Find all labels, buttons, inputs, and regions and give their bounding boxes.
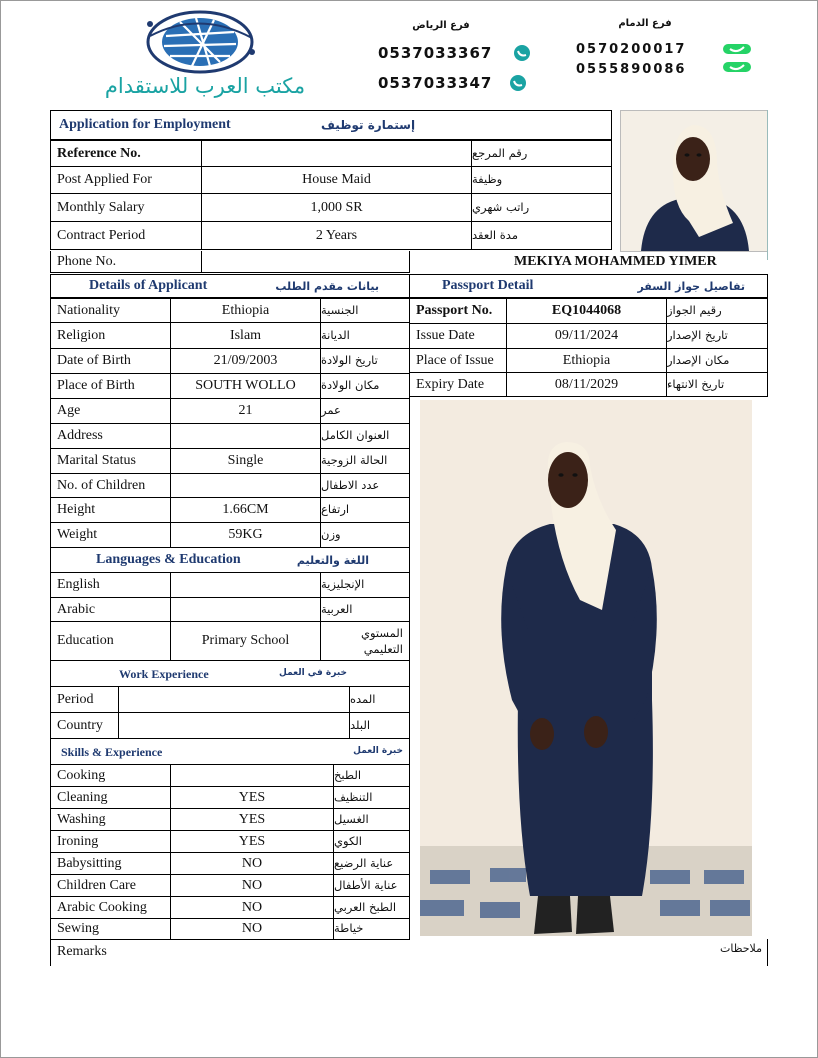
- address-label: Address: [50, 423, 171, 449]
- height-label-ar: ارتفاع: [320, 497, 410, 523]
- english-label: English: [50, 572, 171, 598]
- form-title-en: Application for Employment: [59, 117, 231, 132]
- weight-value[interactable]: 59KG: [170, 522, 321, 548]
- globe-icon: [140, 6, 260, 80]
- passport-no-value[interactable]: EQ1044068: [506, 298, 667, 324]
- country-label: Country: [50, 712, 119, 739]
- remarks-left-border: [50, 939, 51, 966]
- religion-value[interactable]: Islam: [170, 322, 321, 349]
- reference-label: Reference No.: [50, 140, 202, 167]
- contract-period-label: Contract Period: [50, 221, 202, 250]
- skill-value[interactable]: NO: [170, 918, 334, 940]
- skill-label-ar: الطبخ العربي: [333, 896, 410, 919]
- skill-label-ar: عناية الرضيع: [333, 852, 410, 875]
- nationality-label: Nationality: [50, 298, 171, 323]
- post-applied-label: Post Applied For: [50, 166, 202, 194]
- arabic-value[interactable]: [170, 597, 321, 622]
- passport-no-label: Passport No.: [409, 298, 507, 324]
- skills-heading-ar: خبرة العمل: [353, 746, 403, 756]
- skill-value[interactable]: YES: [170, 808, 334, 831]
- reference-label-ar: رقم المرجع: [471, 140, 612, 167]
- logo: [140, 6, 260, 80]
- skill-value[interactable]: YES: [170, 786, 334, 809]
- skill-value[interactable]: YES: [170, 830, 334, 853]
- skill-label: Ironing: [50, 830, 171, 853]
- nationality-value[interactable]: Ethiopia: [170, 298, 321, 323]
- issue-date-label: Issue Date: [409, 323, 507, 349]
- arabic-label-ar: العربية: [320, 597, 410, 622]
- form-title-row: [50, 110, 612, 140]
- dammam-phone-2: 0555890086: [576, 62, 687, 77]
- monthly-salary-value[interactable]: 1,000 SR: [201, 193, 472, 222]
- languages-heading-ar: اللغة والتعليم: [296, 553, 369, 567]
- country-value[interactable]: [118, 712, 350, 739]
- skill-label-ar: التنظيف: [333, 786, 410, 809]
- whatsapp-icon: [512, 44, 532, 67]
- work-heading-ar: خبرة في العمل: [279, 668, 347, 678]
- monthly-salary-label: Monthly Salary: [50, 193, 202, 222]
- height-label: Height: [50, 497, 171, 523]
- details-header: [50, 274, 410, 298]
- age-value[interactable]: 21: [170, 398, 321, 424]
- skill-label-ar: عناية الأطفال: [333, 874, 410, 897]
- height-value[interactable]: 1.66CM: [170, 497, 321, 523]
- dammam-phone-1: 0570200017: [576, 42, 687, 57]
- age-label: Age: [50, 398, 171, 424]
- applicant-name: MEKIYA MOHAMMED YIMER: [514, 254, 717, 269]
- age-label-ar: عمر: [320, 398, 410, 424]
- english-value[interactable]: [170, 572, 321, 598]
- reference-value[interactable]: [201, 140, 472, 167]
- skills-heading-en: Skills & Experience: [61, 744, 163, 759]
- address-value[interactable]: [170, 423, 321, 449]
- contract-period-value[interactable]: 2 Years: [201, 221, 472, 250]
- skill-label: Children Care: [50, 874, 171, 897]
- skill-label: Babysitting: [50, 852, 171, 875]
- remarks-label: Remarks: [57, 944, 107, 959]
- whatsapp-icon: [508, 74, 528, 97]
- details-heading-en: Details of Applicant: [89, 278, 208, 293]
- dob-value[interactable]: 21/09/2003: [170, 348, 321, 374]
- form-title-ar: إستمارة توظيف: [321, 118, 416, 132]
- education-label: Education: [50, 621, 171, 661]
- phone-label: Phone No.: [50, 251, 202, 273]
- children-label: No. of Children: [50, 473, 171, 498]
- right-border-line: [767, 110, 768, 260]
- post-applied-value[interactable]: House Maid: [201, 166, 472, 194]
- education-label-ar: المستوي التعليمي: [320, 621, 410, 661]
- religion-label-ar: الديانة: [320, 322, 410, 349]
- children-label-ar: عدد الاطفال: [320, 473, 410, 498]
- passport-heading-en: Passport Detail: [442, 278, 534, 293]
- education-value[interactable]: Primary School: [170, 621, 321, 661]
- phone-value[interactable]: [201, 251, 410, 273]
- passport-no-label-ar: رقيم الجواز: [666, 298, 768, 324]
- expiry-date-label-ar: تاريخ الانتهاء: [666, 372, 768, 397]
- monthly-salary-label-ar: راتب شهري: [471, 193, 612, 222]
- dob-label: Date of Birth: [50, 348, 171, 374]
- period-value[interactable]: [118, 686, 350, 713]
- languages-heading-en: Languages & Education: [96, 552, 241, 567]
- phone-icon: [722, 42, 752, 61]
- religion-label: Religion: [50, 322, 171, 349]
- place-of-issue-label-ar: مكان الإصدار: [666, 348, 768, 373]
- country-label-ar: البلد: [349, 712, 410, 739]
- contract-period-label-ar: مدة العقد: [471, 221, 612, 250]
- place-of-issue-label: Place of Issue: [409, 348, 507, 373]
- skill-label: Cooking: [50, 764, 171, 787]
- remarks-label-ar: ملاحظات: [720, 942, 762, 955]
- address-label-ar: العنوان الكامل: [320, 423, 410, 449]
- place-of-birth-label: Place of Birth: [50, 373, 171, 399]
- weight-label-ar: وزن: [320, 522, 410, 548]
- marital-status-value[interactable]: Single: [170, 448, 321, 474]
- place-of-birth-label-ar: مكان الولادة: [320, 373, 410, 399]
- children-value[interactable]: [170, 473, 321, 498]
- applicant-full-photo: [420, 400, 752, 936]
- riyadh-phone-1: 0537033367: [378, 44, 493, 62]
- issue-date-label-ar: تاريخ الإصدار: [666, 323, 768, 349]
- passport-header: [409, 274, 768, 298]
- expiry-date-value[interactable]: 08/11/2029: [506, 372, 667, 397]
- english-label-ar: الإنجليزية: [320, 572, 410, 598]
- dob-label-ar: تاريخ الولادة: [320, 348, 410, 374]
- skill-value[interactable]: NO: [170, 852, 334, 875]
- skill-label-ar: الكوي: [333, 830, 410, 853]
- period-label: Period: [50, 686, 119, 713]
- riyadh-branch-label: فرع الرياض: [412, 20, 470, 31]
- skill-label-ar: الطبخ: [333, 764, 410, 787]
- skills-header: [50, 738, 410, 765]
- dammam-branch-label: فرع الدمام: [618, 18, 672, 29]
- languages-header: [50, 547, 410, 573]
- brand-name: مكتب العرب للاستقدام: [104, 74, 306, 98]
- place-of-birth-value[interactable]: SOUTH WOLLO: [170, 373, 321, 399]
- skill-value[interactable]: [170, 764, 334, 787]
- work-heading-en: Work Experience: [119, 666, 209, 681]
- skill-value[interactable]: NO: [170, 874, 334, 897]
- issue-date-value[interactable]: 09/11/2024: [506, 323, 667, 349]
- phone-icon: [722, 60, 752, 79]
- nationality-label-ar: الجنسية: [320, 298, 410, 323]
- skill-label-ar: خياطة: [333, 918, 410, 940]
- skill-label: Sewing: [50, 918, 171, 940]
- skill-value[interactable]: NO: [170, 896, 334, 919]
- marital-status-label: Marital Status: [50, 448, 171, 474]
- applicant-portrait-photo: [620, 110, 768, 252]
- expiry-date-label: Expiry Date: [409, 372, 507, 397]
- weight-label: Weight: [50, 522, 171, 548]
- skill-label: Cleaning: [50, 786, 171, 809]
- arabic-label: Arabic: [50, 597, 171, 622]
- marital-status-label-ar: الحالة الزوجية: [320, 448, 410, 474]
- work-header: [50, 660, 410, 687]
- skill-label-ar: الغسيل: [333, 808, 410, 831]
- passport-heading-ar: تفاصيل جواز السفر: [637, 279, 745, 293]
- details-heading-ar: بيانات مقدم الطلب: [275, 279, 379, 293]
- skill-label: Washing: [50, 808, 171, 831]
- riyadh-phone-2: 0537033347: [378, 74, 493, 92]
- post-applied-label-ar: وظيفة: [471, 166, 612, 194]
- period-label-ar: المده: [349, 686, 410, 713]
- remarks-right-border: [767, 939, 768, 966]
- place-of-issue-value[interactable]: Ethiopia: [506, 348, 667, 373]
- skill-label: Arabic Cooking: [50, 896, 171, 919]
